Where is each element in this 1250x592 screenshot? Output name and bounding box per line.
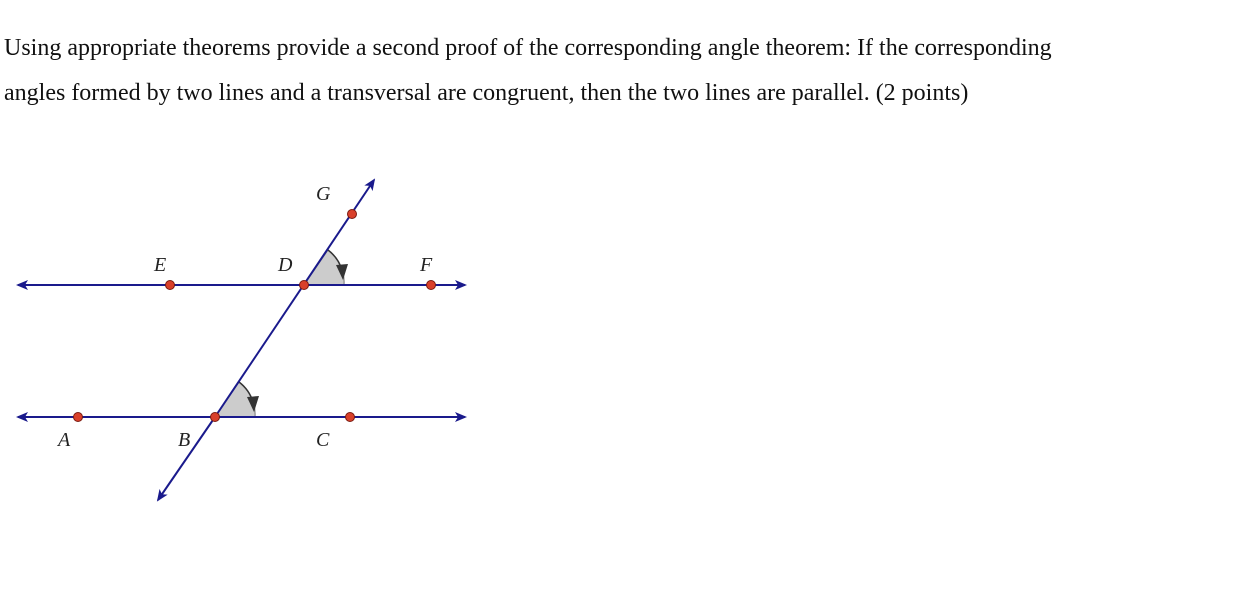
point-e bbox=[166, 281, 175, 290]
point-f bbox=[427, 281, 436, 290]
question-line-1: Using appropriate theorems provide a second proof of the corresponding angle theorem: If the corresponding bbox=[4, 35, 1052, 61]
point-b bbox=[211, 413, 220, 422]
label-d: D bbox=[278, 254, 293, 276]
label-f: F bbox=[420, 254, 433, 276]
label-a: A bbox=[58, 429, 71, 451]
point-g bbox=[348, 210, 357, 219]
question-line-2: angles formed by two lines and a transversal are congruent, then the two lines are parallel. (2 points) bbox=[4, 80, 969, 106]
label-b: B bbox=[178, 429, 191, 451]
point-a bbox=[74, 413, 83, 422]
point-d bbox=[300, 281, 309, 290]
point-c bbox=[346, 413, 355, 422]
label-g: G bbox=[316, 183, 331, 205]
label-e: E bbox=[154, 254, 167, 276]
label-c: C bbox=[316, 429, 330, 451]
